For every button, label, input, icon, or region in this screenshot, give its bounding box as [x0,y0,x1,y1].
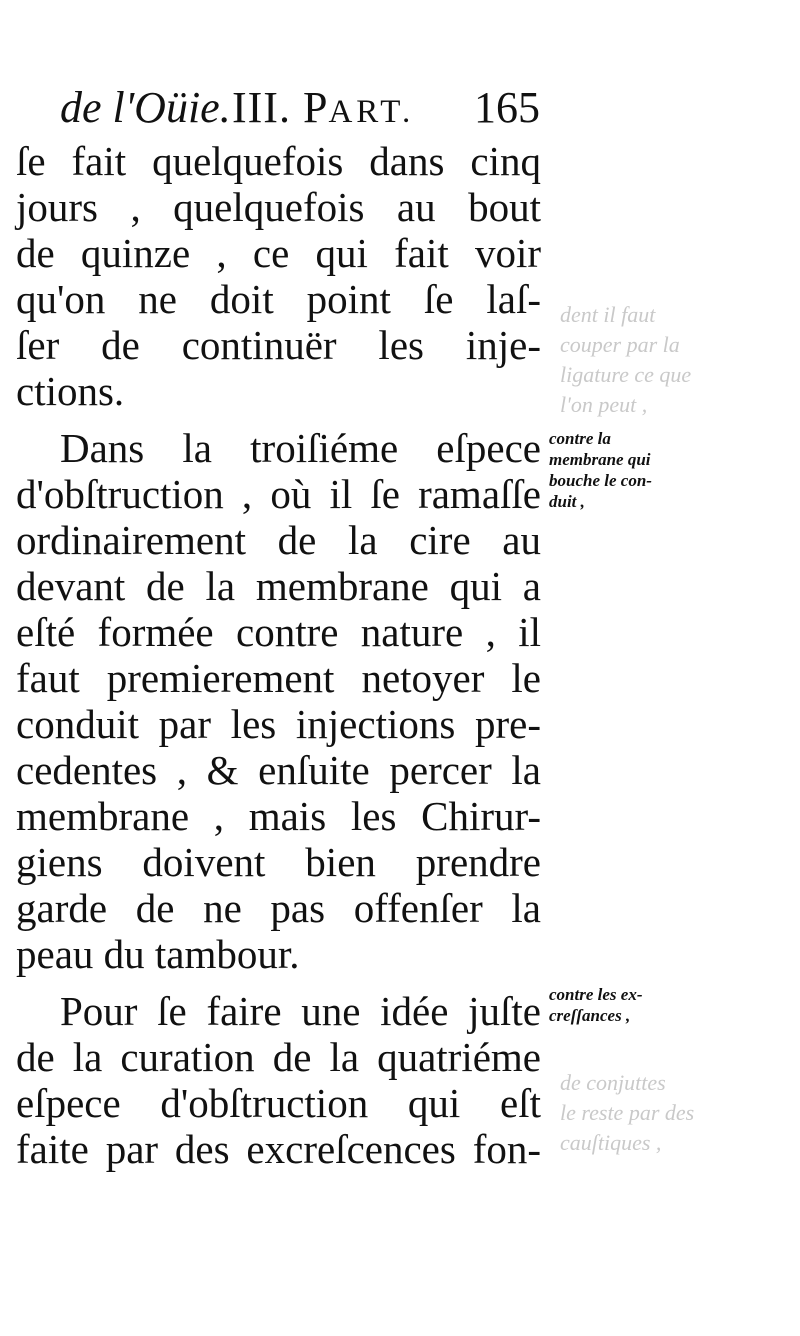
text-line: membrane , mais les Chirur- [16,793,541,839]
text-line: ordinairement de la cire au [16,517,541,563]
text-line: eſté formée contre nature , il [16,609,541,655]
show-through-bleed: dent il faut couper par la ligature ce que l'on peut , [560,302,692,417]
text-line: ctions. [16,368,125,414]
text-line: de la curation de la quatriéme [16,1034,541,1080]
text-line: eſpece d'obſtruction qui eſt [16,1080,541,1126]
text-line: devant de la membrane qui a [16,563,541,609]
text-line: ſer de continuër les inje- [16,322,541,368]
text-line: faite par des excreſcences fon- [16,1126,541,1172]
page-number: 165 [474,83,540,132]
margin-note-line: creſſances , [549,1006,631,1025]
margin-note-line: contre la [549,429,611,448]
margin-note-line: duit , [549,492,585,511]
margin-note-line: bouche le con- [549,471,652,490]
text-line: Dans la troiſiéme eſpece [60,425,541,471]
text-line: de quinze , ce qui fait voir [16,230,541,276]
text-line: qu'on ne doit point ſe laſ- [16,276,541,322]
text-line: d'obſtruction , où il ſe ramaſſe [16,471,541,517]
text-line: giens doivent bien prendre [16,839,541,885]
text-line: faut premierement netoyer le [16,655,541,701]
text-line: Pour ſe faire une idée juſte [60,988,541,1034]
running-title: de l'Oüie. [60,83,231,132]
margin-note [549,984,709,1026]
part-label-text: III. PART. [232,83,415,132]
text-line: jours , quelquefois au bout [16,184,541,230]
page-header [60,82,540,134]
body-text [16,138,541,1172]
margin-note-line: contre les ex- [549,985,643,1004]
part-label [232,82,414,138]
text-line: garde de ne pas offenſer la [16,885,541,931]
margin-note [549,428,709,512]
show-through-bleed: de conjuttes le reste par des cauſtiques , [560,1070,695,1155]
margin-note-line: membrane qui [549,450,651,469]
text-line: ſe fait quelquefois dans cinq [16,138,541,184]
text-line: peau du tambour. [16,931,300,977]
text-line: conduit par les injections pre- [16,701,541,747]
text-line: cedentes , & enſuite percer la [16,747,541,793]
